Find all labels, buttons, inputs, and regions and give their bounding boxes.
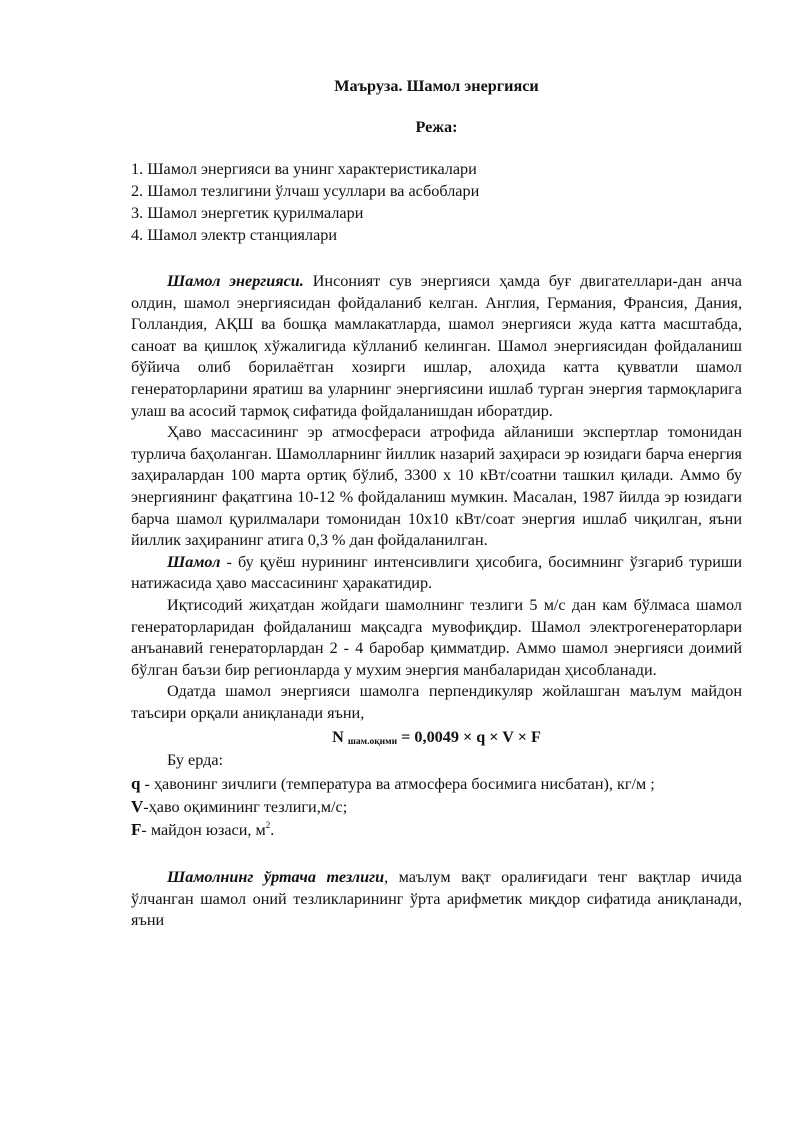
superscript-2: 2 [265, 820, 271, 831]
paragraph-text: Инсоният сув энергияси ҳамда буғ двигателлари-дан анча олдин, шамол энергиясидан фойдаланиб келган. Англия, Германия, Франсия, Дания, Голландия, АҚШ ва бошқа мамлакатларда, шамол энергияси жуда катта масштабда, саноат ва қишлоқ хўжалигида кўлланиб келинган. Шамол энергиясидан фойдаланиш бўйича олиб борилаётган хозирги ишлар, алоҳида катта қувватли шамол генераторларини яратиш ва уларнинг энергиясини ишлаб турган энергия тармоқларига улаш ва асосий тармоқ сифатида фойдаланишдан иборатдир. [131, 272, 742, 420]
plan-item-3: 3. Шамол энергетик қурилмалари [131, 204, 364, 222]
definition-end: . [270, 821, 275, 840]
term-wind-energy: Шамол энергияси. [167, 272, 304, 290]
paragraph-economics: Иқтисодий жиҳатдан жойдаги шамолнинг тезлиги 5 м/с дан кам бўлмаса шамол генераторларидан фойдаланиш мақсадга мувофиқдир. Шамол электрогенераторлари анъанавий генераторлардан 2 - 4 баробар қимматдир. Аммо шамол энергияси доимий бўлган баъзи бир регионларда у мухим энергия манбаларидан ҳисобланади. [131, 595, 742, 679]
definition-v [131, 795, 742, 818]
paragraph-wind-energy [131, 271, 742, 422]
where-label: Бу ерда: [167, 751, 224, 770]
formula-subscript: шам.оқими [347, 737, 398, 748]
symbol-f: F [131, 820, 142, 840]
plan-item-4: 4. Шамол электр станциялари [131, 226, 338, 244]
term-average-speed: Шамолнинг ўртача тезлиги [167, 868, 385, 887]
paragraph-air-mass: Ҳаво массасининг эр атмосфераси атрофида айланиши экспертлар томонидан турлича баҳоланган. Шамолларнинг йиллик назарий заҳираси эр юзидаги барча енергия заҳиралардан 100 марта ортиқ бўлиб, 3300 x 10 кВт/соатни ташкил қилади. Аммо бу энергиянинг фақатгина 10-12 % фойдаланиш мумкин. Масалан, 1987 йилда эр юзидаги барча шамол қурилмалари томонидан 10x10 кВт/соат энергия ишлаб чиқилган, яъни йиллик заҳиранинг атига 0,3 % дан фойдаланилган. [131, 423, 742, 550]
definition-q [131, 772, 742, 795]
paragraph-average-speed [131, 867, 742, 932]
definition-text: - ҳавонинг зичлиги (температура ва атмосфера босимига нисбатан), кг/м ; [140, 775, 655, 794]
formula-wind-power [131, 724, 742, 750]
lecture-body [131, 271, 742, 932]
symbol-v: V [131, 797, 144, 817]
paragraph-formula-intro: Одатда шамол энергияси шамолга перпендикуляр жойлашган маълум майдон таъсири орқали аниқланади яъни, [131, 682, 742, 722]
lecture-title: Маъруза. Шамол энергияси [334, 77, 539, 95]
symbol-q: q [131, 774, 141, 794]
plan-list [131, 159, 742, 247]
paragraph-wind-definition [131, 552, 742, 595]
paragraph-text: - бу қуёш нурининг интенсивлиги ҳисобига, босимнинг ўзгариб туриши натижасида ҳаво массасининг ҳаракатидир. [131, 552, 742, 593]
plan-item-2: 2. Шамол тезлигини ўлчаш усуллари ва асбоблари [131, 182, 480, 200]
definition-text: -ҳаво оқимининг тезлиги,м/с; [143, 798, 348, 817]
term-wind: Шамол [167, 552, 221, 571]
document-page [131, 76, 742, 932]
spacer [131, 841, 742, 867]
plan-heading: Режа: [415, 118, 458, 136]
paragraph-text: , маълум вақт оралиғидаги тенг вақтлар ичида ўлчанган шамол оний тезликларининг ўрта арифметик миқдор сифатида аниқланади, яъни [131, 868, 742, 930]
definition-f [131, 818, 742, 841]
definition-text: - майдон юзаси, м [141, 821, 266, 840]
plan-item-1: 1. Шамол энергияси ва унинг характеристикалари [131, 160, 477, 178]
formula-symbol: N [332, 728, 344, 747]
definitions-list [131, 772, 742, 841]
formula-expression: = 0,0049 × q × V × F [401, 728, 541, 747]
